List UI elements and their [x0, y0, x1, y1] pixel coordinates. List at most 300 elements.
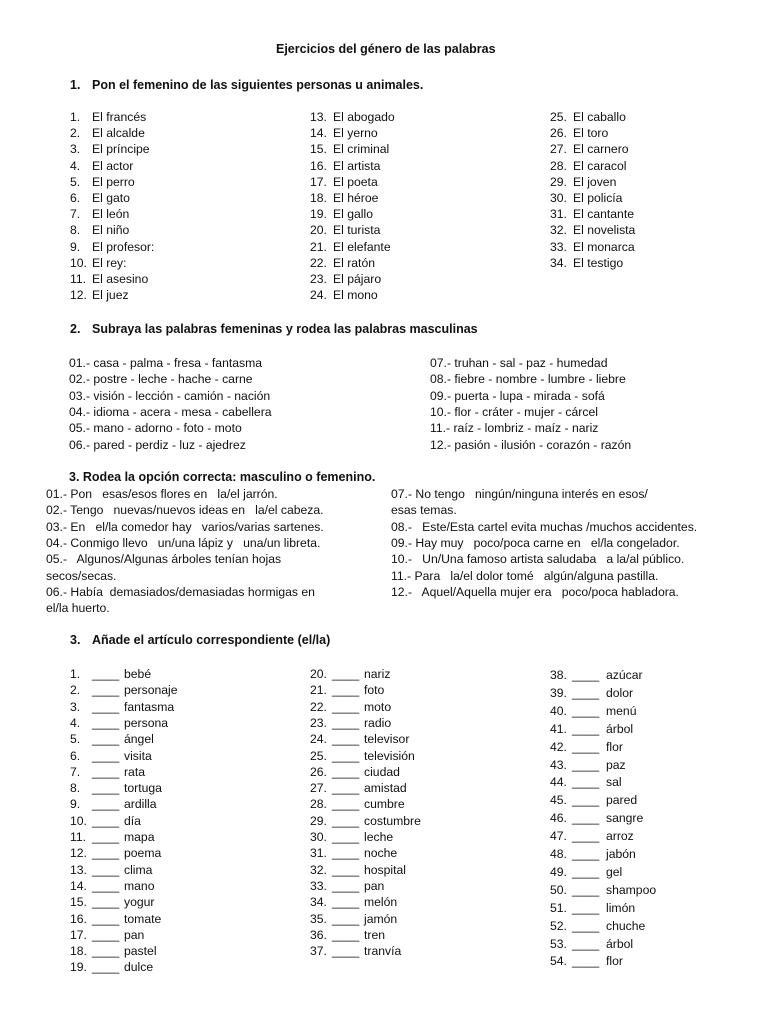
item-number: 12.: [70, 288, 87, 303]
item-number: 16.: [70, 911, 87, 926]
item-number: 17.: [310, 174, 327, 189]
item-number: 2.: [70, 683, 81, 698]
item-number: 18.: [310, 191, 327, 205]
section3-heading: 3. Rodea la opción correcta: masculino o femenino.: [69, 470, 376, 484]
item-number: 35.: [310, 911, 327, 926]
item-number: 7.: [70, 764, 81, 779]
word-group-line: 02.- postre - leche - hache - carne: [69, 372, 253, 387]
item-number: 27.: [310, 781, 327, 796]
answer-blank: ____: [332, 764, 360, 779]
item-number: 7.: [70, 207, 81, 222]
list-item: [550, 667, 643, 683]
item-number: 4.: [70, 715, 81, 730]
word-group-line: 06.- pared - perdiz - luz - ajedrez: [69, 437, 246, 452]
item-word: limón: [606, 900, 636, 915]
item-number: 19.: [310, 207, 327, 222]
item-word: mano: [124, 878, 155, 893]
item-word: El monarca: [573, 239, 635, 254]
item-number: 15.: [310, 142, 327, 157]
page-title: Ejercicios del género de las palabras: [276, 42, 496, 56]
list-item: [550, 703, 637, 719]
answer-blank: ____: [572, 954, 600, 969]
item-word: televisor: [364, 732, 410, 747]
item-word: mapa: [124, 830, 155, 844]
item-number: 15.: [70, 895, 87, 910]
item-number: 40.: [550, 703, 567, 718]
list-item: [70, 748, 152, 764]
list-item: [70, 943, 157, 959]
item-number: 31.: [550, 207, 567, 222]
item-number: 27.: [550, 142, 567, 157]
item-word: El criminal: [333, 142, 390, 157]
word-group-line: 01.- casa - palma - fresa - fantasma: [69, 356, 263, 370]
item-word: flor: [606, 739, 623, 754]
list-item: [310, 845, 398, 861]
answer-blank: ____: [332, 715, 360, 730]
answer-blank: ____: [572, 757, 600, 772]
item-number: 31.: [310, 846, 327, 861]
item-number: 4.: [70, 158, 81, 173]
list-item: [70, 271, 149, 287]
item-word: El héroe: [333, 191, 379, 205]
item-word: ciudad: [364, 764, 400, 779]
list-item: [310, 255, 376, 271]
word-group-line: 12.- pasión - ilusión - corazón - razón: [430, 437, 632, 452]
answer-blank: ____: [332, 862, 360, 877]
item-number: 43.: [550, 757, 567, 772]
item-word: El gallo: [333, 207, 373, 222]
answer-blank: ____: [92, 732, 120, 747]
item-word: El príncipe: [92, 142, 150, 157]
item-word: melón: [364, 895, 398, 910]
answer-blank: ____: [92, 683, 120, 698]
answer-blank: ____: [332, 895, 360, 910]
item-number: 21.: [310, 239, 327, 254]
word-group-line: 05.- mano - adorno - foto - moto: [69, 421, 242, 436]
item-number: 36.: [310, 927, 327, 942]
item-number: 41.: [550, 721, 567, 736]
answer-blank: ____: [332, 830, 360, 844]
item-word: El artista: [333, 158, 381, 173]
list-item: [310, 699, 392, 715]
list-item: [70, 190, 130, 206]
answer-blank: ____: [92, 927, 120, 942]
item-word: rata: [124, 764, 146, 779]
item-word: El francés: [92, 110, 147, 124]
list-item: [550, 953, 623, 969]
list-item: [70, 206, 130, 222]
item-number: 37.: [310, 944, 327, 959]
list-item: [550, 125, 609, 141]
sentence-line: 04.- Conmigo llevo un/una lápiz y una/un libreta.: [46, 535, 321, 550]
answer-blank: ____: [332, 911, 360, 926]
item-word: El gato: [92, 191, 130, 205]
answer-blank: ____: [332, 748, 360, 763]
item-number: 46.: [550, 811, 567, 826]
item-number: 10.: [70, 255, 87, 270]
list-item: [70, 666, 152, 682]
item-word: árbol: [606, 721, 634, 736]
item-word: El joven: [573, 174, 617, 189]
list-item: [310, 141, 390, 157]
item-word: El elefante: [333, 239, 391, 254]
answer-blank: ____: [92, 667, 120, 681]
item-word: jamón: [364, 911, 398, 926]
list-item: [70, 158, 134, 174]
answer-blank: ____: [92, 764, 120, 779]
item-word: El pájaro: [333, 272, 382, 286]
item-word: sangre: [606, 811, 644, 826]
item-word: personaje: [124, 683, 178, 698]
list-item: [310, 158, 381, 174]
item-word: El novelista: [573, 223, 636, 238]
sentence-line: 10.- Un/Una famoso artista saludaba a la/al público.: [391, 552, 685, 567]
item-word: El ratón: [333, 255, 376, 270]
list-item: [550, 846, 636, 862]
list-item: [550, 141, 629, 157]
answer-blank: ____: [332, 927, 360, 942]
item-word: chuche: [606, 918, 646, 933]
list-item: [70, 829, 155, 845]
item-word: costumbre: [364, 813, 421, 828]
word-group-line: 09.- puerta - lupa - mirada - sofá: [430, 388, 605, 403]
word-group-line: 03.- visión - lección - camión - nación: [69, 388, 271, 403]
item-word: visita: [124, 748, 152, 763]
word-group-line: 11.- raíz - lombriz - maíz - nariz: [430, 421, 599, 436]
list-item: [70, 699, 175, 715]
item-word: El rey:: [92, 255, 127, 270]
answer-blank: ____: [572, 900, 600, 915]
item-word: tren: [364, 927, 386, 942]
sentence-line: 06.- Había demasiados/demasiadas hormigas en: [46, 584, 315, 599]
list-item: [550, 239, 635, 255]
list-item: [310, 666, 391, 682]
answer-blank: ____: [332, 699, 360, 714]
item-number: 25.: [550, 110, 567, 124]
word-group-line: 10.- flor - cráter - mujer - cárcel: [430, 404, 598, 419]
answer-blank: ____: [332, 732, 360, 747]
item-number: 28.: [310, 797, 327, 812]
item-number: 52.: [550, 918, 567, 933]
answer-blank: ____: [572, 703, 600, 718]
list-item: [310, 715, 392, 731]
item-number: 8.: [70, 781, 81, 796]
list-item: [70, 911, 162, 927]
item-word: El asesino: [92, 272, 149, 286]
list-item: [550, 174, 617, 190]
item-number: 48.: [550, 847, 567, 861]
answer-blank: ____: [92, 895, 120, 910]
list-item: [70, 174, 135, 190]
list-item: [310, 748, 415, 764]
answer-blank: ____: [92, 862, 120, 877]
item-word: moto: [364, 699, 392, 714]
list-item: [550, 774, 622, 790]
item-number: 50.: [550, 882, 567, 897]
item-number: 20.: [310, 223, 327, 238]
list-item: [550, 810, 644, 826]
item-number: 23.: [310, 272, 327, 286]
item-number: 10.: [70, 813, 87, 828]
item-number: 8.: [70, 223, 81, 238]
item-number: 20.: [310, 667, 327, 681]
list-item: [550, 792, 638, 808]
item-number: 19.: [70, 960, 87, 975]
answer-blank: ____: [332, 944, 360, 959]
item-number: 33.: [550, 239, 567, 254]
list-item: [310, 829, 394, 845]
list-item: [310, 271, 382, 287]
list-item: [310, 682, 385, 698]
item-word: sal: [606, 775, 622, 790]
item-number: 34.: [550, 255, 567, 270]
item-word: El yerno: [333, 126, 378, 141]
answer-blank: ____: [92, 878, 120, 893]
item-number: 3.: [70, 699, 81, 714]
item-number: 39.: [550, 685, 567, 700]
sentence-line: 11.- Para la/el dolor tomé algún/alguna pastilla.: [391, 568, 659, 583]
list-item: [310, 239, 391, 255]
item-number: 13.: [70, 862, 87, 877]
answer-blank: ____: [572, 847, 600, 861]
word-group-line: 08.- fiebre - nombre - lumbre - liebre: [430, 372, 626, 387]
list-item: [310, 780, 407, 796]
list-item: [310, 125, 378, 141]
item-word: jabón: [606, 847, 636, 861]
item-number: 33.: [310, 878, 327, 893]
item-number: 11.: [70, 272, 87, 286]
word-group-line: 04.- idioma - acera - mesa - cabellera: [69, 404, 272, 419]
list-item: [550, 222, 636, 238]
answer-blank: ____: [332, 878, 360, 893]
list-item: [70, 894, 155, 910]
answer-blank: ____: [92, 813, 120, 828]
item-word: ardilla: [124, 797, 157, 812]
item-word: radio: [364, 715, 392, 730]
sentence-line: el/la huerto.: [46, 601, 110, 616]
list-item: [550, 158, 627, 174]
section2-heading: Subraya las palabras femeninas y rodea las palabras masculinas: [92, 322, 478, 336]
list-item: [550, 864, 623, 880]
sentence-line: 07.- No tengo ningún/ninguna interés en esos/: [391, 487, 648, 501]
list-item: [310, 862, 407, 878]
sentence-line: esas temas.: [391, 503, 457, 518]
item-word: fantasma: [124, 699, 175, 714]
item-number: 25.: [310, 748, 327, 763]
item-number: 32.: [550, 223, 567, 238]
list-item: [550, 757, 626, 773]
item-number: 54.: [550, 954, 567, 969]
sentence-line: 08.- Este/Esta cartel evita muchas /muchos accidentes.: [391, 519, 698, 534]
list-item: [550, 828, 634, 844]
item-number: 44.: [550, 775, 567, 790]
list-item: [70, 878, 155, 894]
list-item: [70, 255, 127, 271]
item-number: 16.: [310, 158, 327, 173]
item-number: 28.: [550, 158, 567, 173]
item-number: 24.: [310, 732, 327, 747]
item-word: pared: [606, 793, 638, 808]
list-item: [70, 731, 154, 747]
item-number: 18.: [70, 944, 87, 959]
answer-blank: ____: [332, 683, 360, 698]
item-number: 26.: [550, 126, 567, 141]
item-number: 13.: [310, 110, 327, 124]
list-item: [550, 918, 646, 934]
list-item: [310, 813, 421, 829]
answer-blank: ____: [92, 781, 120, 796]
list-item: [70, 796, 157, 812]
item-word: arroz: [606, 829, 634, 844]
list-item: [70, 222, 130, 238]
answer-blank: ____: [572, 936, 600, 951]
item-word: El abogado: [333, 110, 395, 124]
list-item: [310, 894, 398, 910]
item-word: día: [124, 813, 141, 828]
list-item: [550, 900, 636, 916]
item-word: persona: [124, 715, 169, 730]
section4-heading: Añade el artículo correspondiente (el/la): [92, 633, 331, 647]
item-word: El perro: [92, 174, 135, 189]
answer-blank: ____: [572, 721, 600, 736]
sentence-line: 01.- Pon esas/esos flores en la/el jarrón.: [46, 487, 278, 501]
list-item: [310, 796, 405, 812]
list-item: [70, 715, 169, 731]
answer-blank: ____: [92, 846, 120, 861]
sentence-line: 02.- Tengo nuevas/nuevos ideas en la/el cabeza.: [46, 503, 324, 518]
section1-number: 1.: [70, 78, 81, 92]
item-number: 29.: [310, 813, 327, 828]
item-word: pan: [124, 927, 145, 942]
item-word: paz: [606, 757, 626, 772]
item-word: El actor: [92, 158, 134, 173]
list-item: [70, 682, 178, 698]
item-word: poema: [124, 846, 162, 861]
item-number: 26.: [310, 764, 327, 779]
answer-blank: ____: [92, 944, 120, 959]
list-item: [550, 936, 634, 952]
answer-blank: ____: [92, 830, 120, 844]
answer-blank: ____: [332, 781, 360, 796]
list-item: [310, 764, 400, 780]
item-word: flor: [606, 954, 623, 969]
item-number: 5.: [70, 732, 81, 747]
list-item: [550, 739, 623, 755]
item-number: 47.: [550, 829, 567, 844]
item-word: bebé: [124, 667, 152, 681]
item-word: ángel: [124, 732, 154, 747]
item-word: hospital: [364, 862, 407, 877]
item-word: dulce: [124, 960, 154, 975]
item-word: tortuga: [124, 781, 162, 796]
list-item: [550, 255, 624, 271]
list-item: [310, 731, 410, 747]
answer-blank: ____: [572, 882, 600, 897]
list-item: [310, 927, 386, 943]
answer-blank: ____: [92, 715, 120, 730]
item-word: azúcar: [606, 668, 643, 682]
list-item: [70, 862, 153, 878]
item-number: 45.: [550, 793, 567, 808]
item-number: 9.: [70, 797, 81, 812]
sentence-line: 05.- Algunos/Algunas árboles tenían hojas: [46, 552, 282, 567]
list-item: [550, 882, 657, 898]
answer-blank: ____: [572, 668, 600, 682]
item-number: 30.: [310, 830, 327, 844]
item-word: yogur: [124, 895, 155, 910]
item-word: clima: [124, 862, 153, 877]
list-item: [70, 287, 129, 303]
item-word: shampoo: [606, 882, 657, 897]
list-item: [70, 125, 145, 141]
item-word: leche: [364, 830, 394, 844]
list-item: [310, 911, 398, 927]
list-item: [70, 109, 147, 125]
item-number: 51.: [550, 900, 567, 915]
item-number: 53.: [550, 936, 567, 951]
item-word: El poeta: [333, 174, 378, 189]
list-item: [70, 813, 141, 829]
answer-blank: ____: [572, 685, 600, 700]
item-word: El mono: [333, 288, 378, 303]
answer-blank: ____: [332, 667, 360, 681]
section2-number: 2.: [70, 322, 81, 336]
item-word: El caracol: [573, 158, 627, 173]
item-word: El carnero: [573, 142, 629, 157]
item-word: El león: [92, 207, 130, 222]
answer-blank: ____: [332, 797, 360, 812]
item-word: amistad: [364, 781, 407, 796]
item-word: noche: [364, 846, 398, 861]
answer-blank: ____: [572, 864, 600, 879]
item-number: 14.: [70, 878, 87, 893]
item-word: El juez: [92, 288, 129, 303]
list-item: [550, 721, 634, 737]
item-word: El niño: [92, 223, 130, 238]
item-number: 24.: [310, 288, 327, 303]
sentence-line: 12.- Aquel/Aquella mujer era poco/poca habladora.: [391, 584, 679, 599]
item-word: tomate: [124, 911, 162, 926]
item-number: 38.: [550, 668, 567, 682]
answer-blank: ____: [572, 918, 600, 933]
list-item: [70, 845, 162, 861]
list-item: [310, 878, 385, 894]
item-word: dolor: [606, 685, 634, 700]
list-item: [550, 109, 626, 125]
item-number: 34.: [310, 895, 327, 910]
answer-blank: ____: [92, 699, 120, 714]
item-number: 6.: [70, 191, 81, 205]
answer-blank: ____: [572, 793, 600, 808]
item-word: cumbre: [364, 797, 405, 812]
item-word: El toro: [573, 126, 609, 141]
list-item: [310, 190, 379, 206]
item-word: menú: [606, 703, 637, 718]
item-word: foto: [364, 683, 385, 698]
item-number: 49.: [550, 864, 567, 879]
item-number: 11.: [70, 830, 87, 844]
item-word: pan: [364, 878, 385, 893]
item-word: El alcalde: [92, 126, 145, 141]
section4-number: 3.: [70, 633, 81, 647]
item-number: 5.: [70, 174, 81, 189]
item-word: tranvía: [364, 944, 402, 959]
list-item: [310, 109, 395, 125]
item-word: El turista: [333, 223, 381, 238]
list-item: [70, 780, 162, 796]
item-number: 32.: [310, 862, 327, 877]
list-item: [70, 239, 155, 255]
